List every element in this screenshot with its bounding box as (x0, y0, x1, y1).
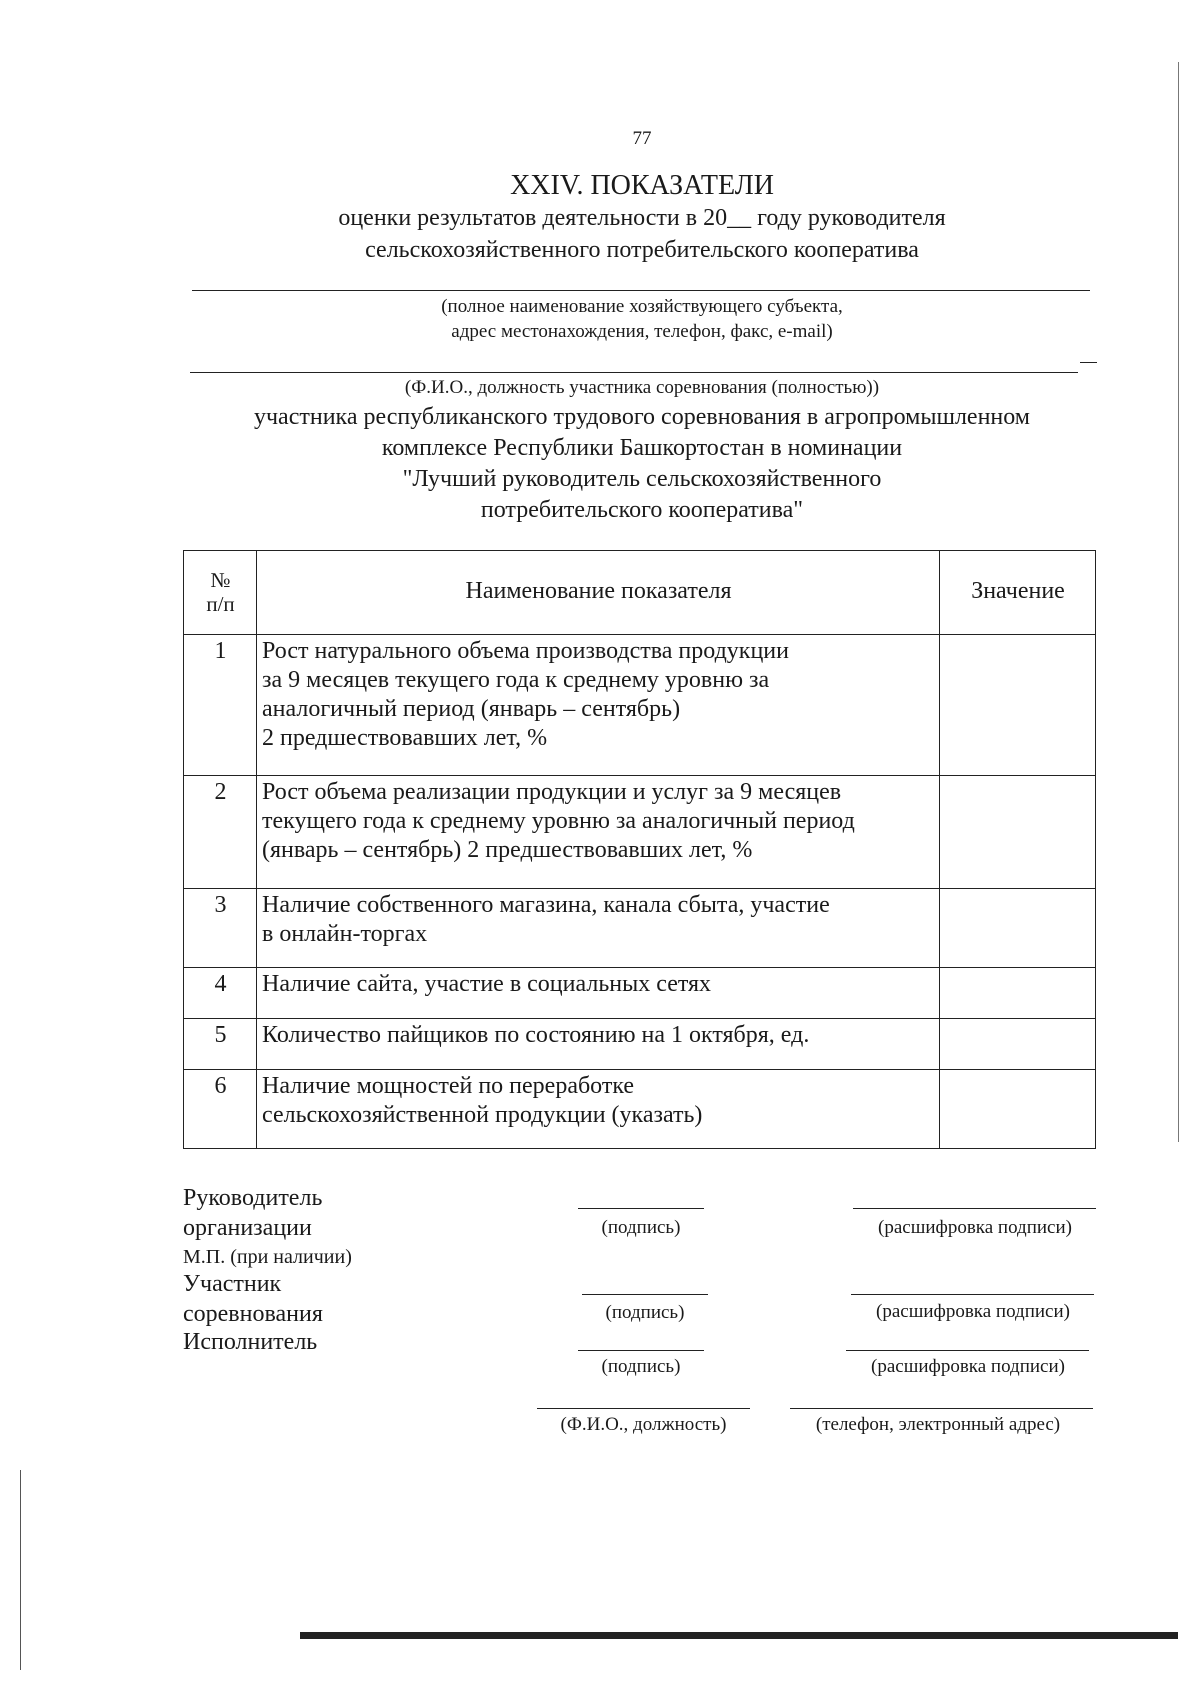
entity-caption-line-2: адрес местонахождения, телефон, факс, e-mail) (451, 321, 833, 342)
participant-signature-caption: (подпись) (605, 1302, 685, 1323)
executor-label: Исполнитель (183, 1329, 318, 1355)
header-number (184, 551, 257, 635)
row-text-line: Рост объема реализации продукции и услуг за 9 месяцев (262, 779, 842, 805)
head-decoding-caption: (расшифровка подписи) (878, 1217, 1072, 1238)
row-number: 5 (184, 1019, 257, 1070)
executor-fio-caption: (Ф.И.О., должность) (560, 1414, 727, 1435)
row-text-line: Рост натурального объема производства продукции (262, 638, 789, 664)
table-header-row (184, 551, 1096, 635)
entity-name-line (192, 290, 1090, 291)
row-number: 2 (184, 776, 257, 889)
row-indicator-name (257, 1019, 940, 1070)
nomination-line-2: комплексе Республики Башкортостан в номинации (381, 435, 903, 461)
executor-signature-line[interactable] (578, 1350, 704, 1351)
row-value-cell[interactable] (940, 1070, 1096, 1149)
executor-decoding-line[interactable] (846, 1350, 1089, 1351)
row-text-line: 2 предшествовавших лет, % (262, 725, 548, 751)
row-text-line: Количество пайщиков по состоянию на 1 октября, ед. (262, 1022, 810, 1048)
page-number: 77 (632, 128, 652, 149)
stamp-label: М.П. (при наличии) (183, 1246, 352, 1268)
row-text-line: аналогичный период (январь – сентябрь) (262, 696, 681, 722)
row-text-line: текущего года к среднему уровню за аналогичный период (262, 808, 855, 834)
nomination-line-4: потребительского кооператива" (480, 497, 804, 523)
header-value: Значение (940, 551, 1096, 635)
participant-label-line-1: Участник (183, 1271, 282, 1297)
row-text-line: Наличие собственного магазина, канала сбыта, участие (262, 892, 830, 918)
subtitle-line-2: сельскохозяйственного потребительского кооператива (365, 237, 919, 263)
participant-caption: (Ф.И.О., должность участника соревнования (полностью)) (404, 377, 880, 398)
indicators-table (183, 550, 1096, 1149)
row-indicator-name (257, 776, 940, 889)
row-text-line: Наличие мощностей по переработке (262, 1073, 635, 1099)
scan-edge-bottom (300, 1632, 1178, 1639)
table-row (184, 968, 1096, 1019)
row-value-cell[interactable] (940, 635, 1096, 776)
head-signature-caption: (подпись) (601, 1217, 681, 1238)
table-row (184, 889, 1096, 968)
entity-caption-line-1: (полное наименование хозяйствующего субъекта, (441, 296, 843, 317)
participant-line-mark (1080, 362, 1097, 363)
row-text-line: в онлайн-торгах (262, 921, 428, 947)
table-row (184, 1070, 1096, 1149)
row-value-cell[interactable] (940, 889, 1096, 968)
executor-decoding-caption: (расшифровка подписи) (871, 1356, 1065, 1377)
executor-signature-caption: (подпись) (601, 1356, 681, 1377)
subtitle-line-1: оценки результатов деятельности в 20__ году руководителя (338, 205, 946, 231)
participant-name-line (190, 372, 1078, 373)
head-label-line-2: организации (183, 1215, 312, 1241)
participant-signature-line[interactable] (582, 1294, 708, 1295)
table-row (184, 635, 1096, 776)
row-text-line: за 9 месяцев текущего года к среднему уровню за (262, 667, 770, 693)
table-row (184, 776, 1096, 889)
head-decoding-line[interactable] (853, 1208, 1096, 1209)
row-number: 3 (184, 889, 257, 968)
participant-decoding-line[interactable] (851, 1294, 1094, 1295)
row-number: 1 (184, 635, 257, 776)
nomination-line-3: "Лучший руководитель сельскохозяйственного (402, 466, 882, 492)
row-indicator-name (257, 1070, 940, 1149)
row-text-line: (январь – сентябрь) 2 предшествовавших лет, % (262, 837, 753, 863)
row-value-cell[interactable] (940, 776, 1096, 889)
header-number-abbr: п/п (206, 591, 235, 616)
executor-fio-line[interactable] (537, 1408, 750, 1409)
executor-contact-line[interactable] (790, 1408, 1093, 1409)
document-title: XXIV. ПОКАЗАТЕЛИ (510, 170, 774, 201)
row-text-line: сельскохозяйственной продукции (указать) (262, 1102, 703, 1128)
header-indicator-name: Наименование показателя (257, 551, 940, 635)
nomination-line-1: участника республиканского трудового соревнования в агропромышленном (253, 404, 1030, 430)
executor-contact-caption: (телефон, электронный адрес) (815, 1414, 1061, 1435)
participant-decoding-caption: (расшифровка подписи) (876, 1301, 1070, 1322)
row-number: 4 (184, 968, 257, 1019)
scan-edge-right (1178, 62, 1179, 1142)
row-value-cell[interactable] (940, 1019, 1096, 1070)
row-indicator-name (257, 889, 940, 968)
table-row (184, 1019, 1096, 1070)
row-number: 6 (184, 1070, 257, 1149)
head-signature-line[interactable] (578, 1208, 704, 1209)
row-indicator-name (257, 968, 940, 1019)
row-value-cell[interactable] (940, 968, 1096, 1019)
head-label-line-1: Руководитель (183, 1185, 323, 1211)
row-text-line: Наличие сайта, участие в социальных сетях (262, 971, 712, 997)
row-indicator-name (257, 635, 940, 776)
header-number-sign: № (210, 567, 231, 592)
participant-label-line-2: соревнования (183, 1301, 323, 1327)
scan-edge-left (20, 1470, 21, 1670)
